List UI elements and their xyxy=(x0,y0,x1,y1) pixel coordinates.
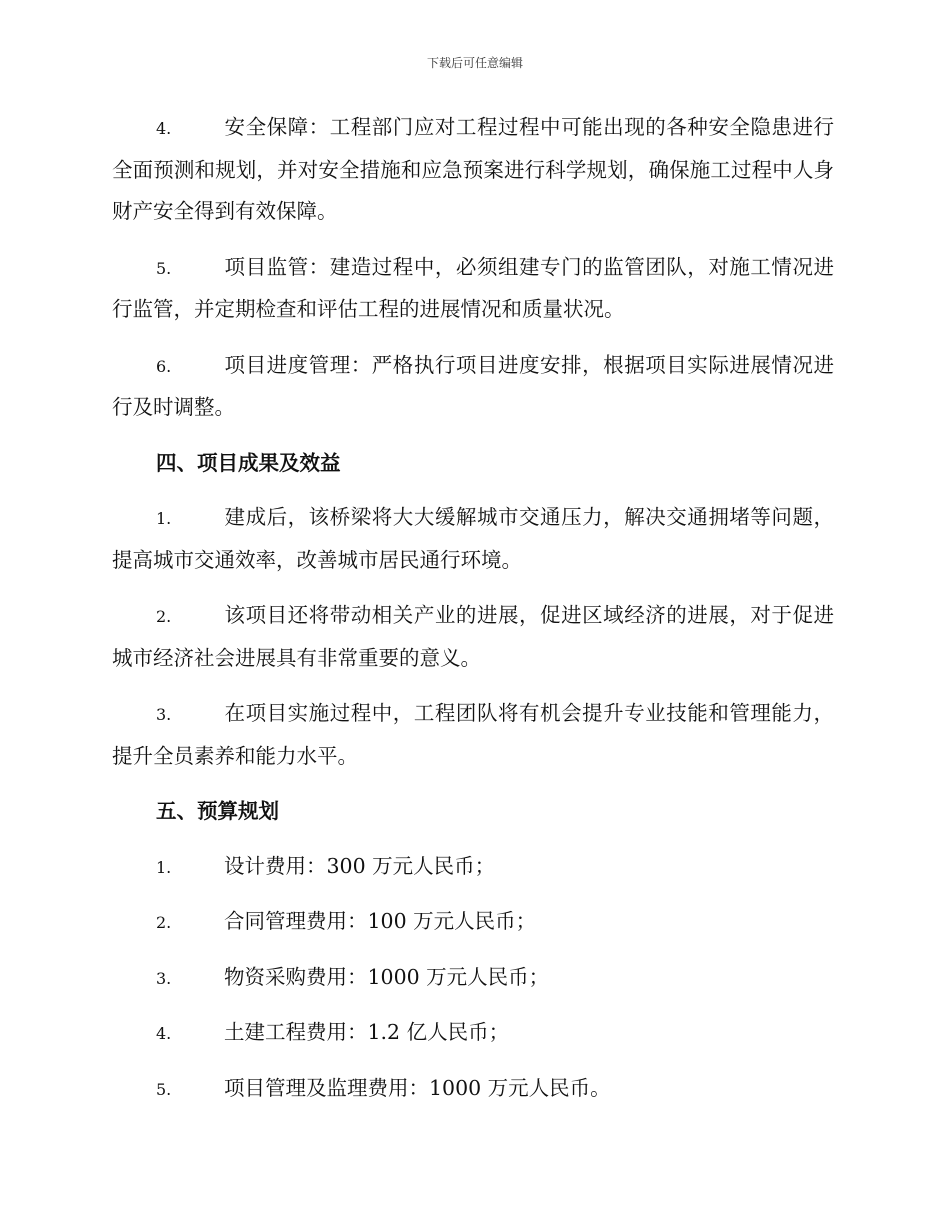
page-header: 下载后可任意编辑 xyxy=(426,56,523,70)
list-number: 5. xyxy=(156,1079,172,1099)
list-number: 2. xyxy=(156,607,172,626)
budget-item-contract xyxy=(112,901,834,944)
list-text: 项目管理及监理费用：1000 万元人民币。 xyxy=(224,1075,611,1100)
list-item-result-1 xyxy=(112,497,834,581)
list-text: 在项目实施过程中，工程团队将有机会提升专业技能和管理能力，提升全员素养和能力水平。 xyxy=(112,701,834,768)
list-number: 3. xyxy=(156,968,172,988)
list-number: 6. xyxy=(156,356,172,376)
budget-item-construction xyxy=(112,1012,834,1055)
list-number: 4. xyxy=(156,119,172,138)
list-text: 土建工程费用：1.2 亿人民币； xyxy=(224,1020,510,1044)
list-number: 1. xyxy=(156,857,172,877)
list-number: 3. xyxy=(156,705,172,724)
list-item-safety xyxy=(112,107,834,233)
list-number: 1. xyxy=(156,509,172,528)
section-heading-results: 四、项目成果及效益 xyxy=(156,450,341,475)
budget-item-management xyxy=(112,1068,834,1111)
list-item-schedule xyxy=(112,345,834,429)
list-number: 5. xyxy=(156,258,172,278)
list-text: 该项目还将带动相关产业的进展，促进区域经济的进展，对于促进城市经济社会进展具有非常重要的意义。 xyxy=(112,603,834,670)
list-number: 4. xyxy=(156,1024,172,1043)
list-text: 合同管理费用：100 万元人民币； xyxy=(224,909,537,933)
list-text: 项目进度管理：严格执行项目进度安排，根据项目实际进展情况进行及时调整。 xyxy=(112,352,834,419)
list-item-supervision xyxy=(112,247,834,331)
section-heading-budget: 五、预算规划 xyxy=(156,799,279,823)
budget-item-procurement xyxy=(112,957,834,1000)
list-text: 安全保障：工程部门应对工程过程中可能出现的各种安全隐患进行全面预测和规划，并对安全措施和应急预案进行科学规划，确保施工过程中人身财产安全得到有效保障。 xyxy=(112,115,834,223)
budget-item-design xyxy=(112,846,834,889)
list-text: 建成后，该桥梁将大大缓解城市交通压力，解决交通拥堵等问题，提高城市交通效率，改善城市居民通行环境。 xyxy=(112,505,834,572)
list-item-result-3 xyxy=(112,693,834,777)
list-text: 设计费用：300 万元人民币； xyxy=(224,853,496,878)
list-number: 2. xyxy=(156,913,172,932)
list-item-result-2 xyxy=(112,595,834,679)
list-text: 项目监管：建造过程中，必须组建专门的监管团队，对施工情况进行监管，并定期检查和评估工程的进展情况和质量状况。 xyxy=(112,254,834,321)
document-body xyxy=(112,107,834,1123)
list-text: 物资采购费用：1000 万元人民币； xyxy=(224,964,550,989)
